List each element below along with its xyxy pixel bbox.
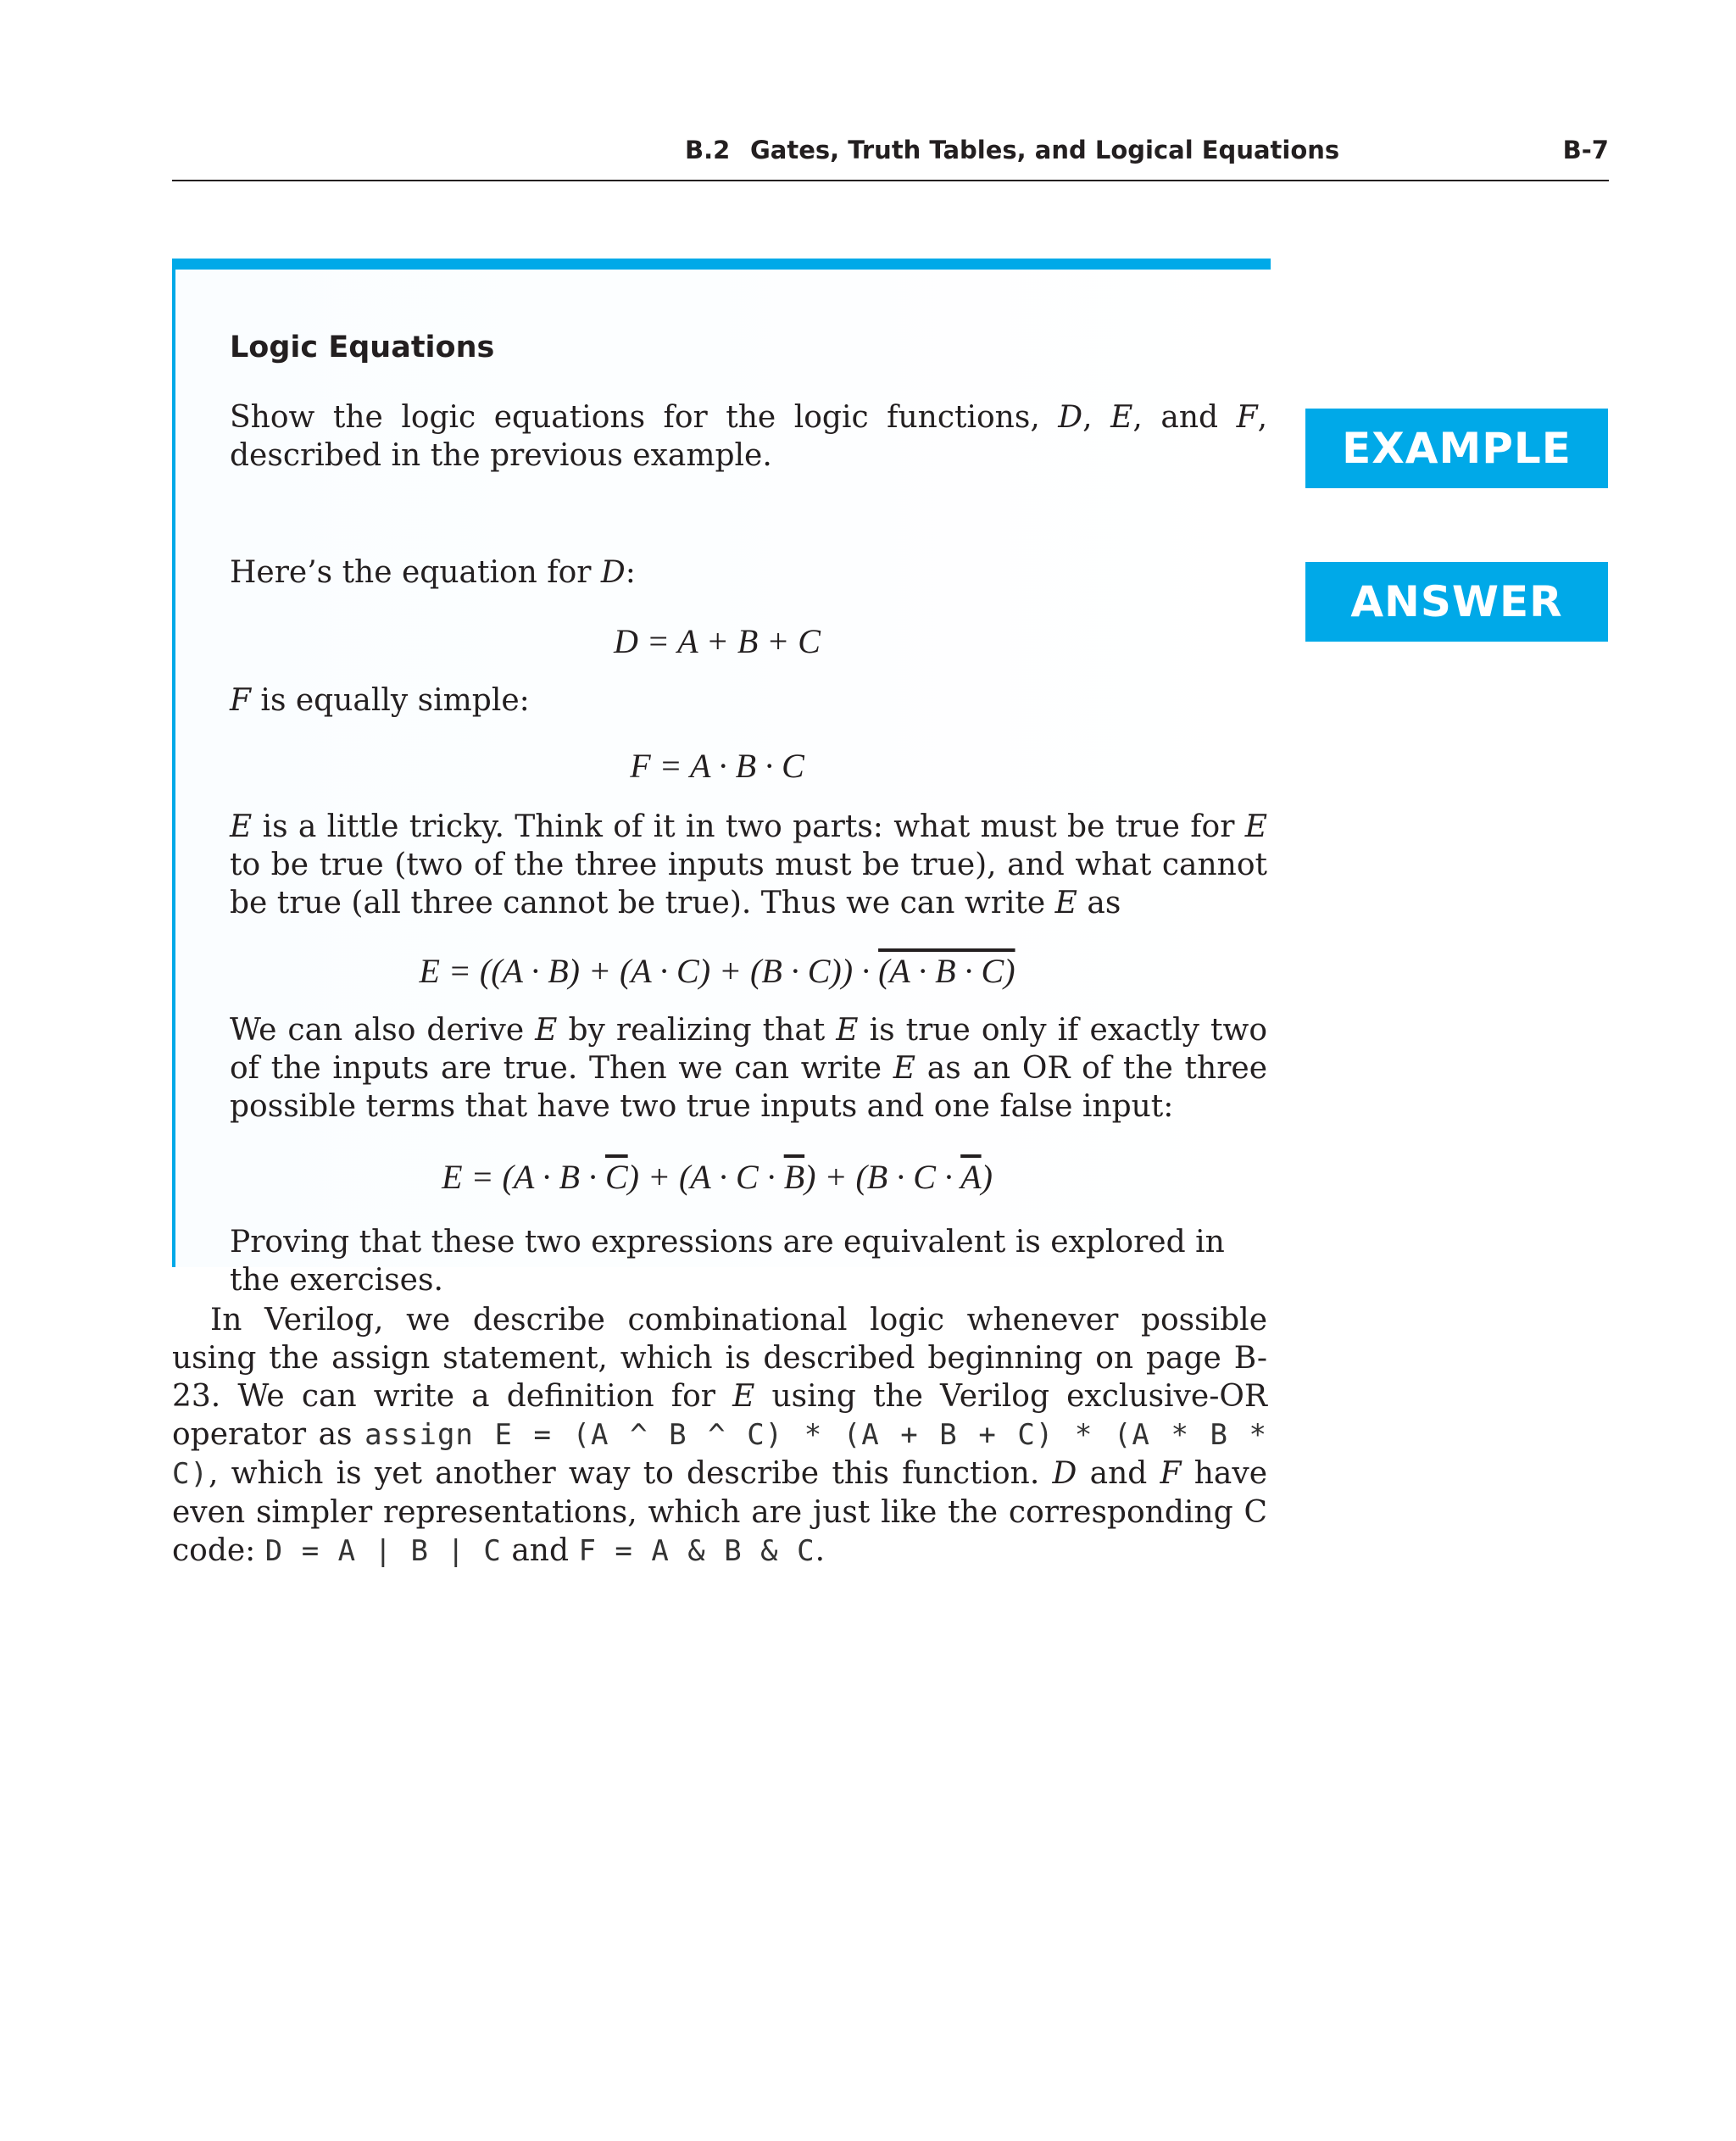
answer-e-intro: E is a little tricky. Think of it in two parts: what must be true for E to be true (two of the three inputs must be true), and what cannot be true (all three cannot be true). Thus we can write E as	[230, 809, 1267, 920]
equation-e-second: $E = (A \cdot B \cdot \overline{C}) + (A \cdot C \cdot \overline{B}) + (B \cdot C \cdot \overline{A})$	[442, 1158, 993, 1196]
page-number: B-7	[1562, 136, 1609, 164]
section-number: B.2	[685, 136, 731, 164]
example-label: EXAMPLE	[1305, 409, 1608, 488]
section-title: Gates, Truth Tables, and Logical Equations	[750, 136, 1340, 164]
negated-term: (A · B · C)	[878, 952, 1015, 990]
example-question: Show the logic equations for the logic functions, D, E, and F, described in the previous example.	[230, 400, 1268, 473]
equation-d: D = A + B + C	[614, 622, 821, 660]
running-header	[172, 127, 1609, 181]
answer-f-intro: F is equally simple:	[230, 683, 530, 718]
body-paragraph: In Verilog, we describe combinational logic whenever possible using the assign statement, which is described beginning on page B-23. We can write a definition for E using the Verilog exclusive-OR operator as assign E = (A ^ B ^ C) * (A + B + C) * (A * B * C), which is yet another way to describe this function. D and F have even simpler representations, which are just like the corresponding C code: D = A | B | C and F = A & B & C.	[172, 1303, 1267, 1568]
answer-label: ANSWER	[1305, 562, 1608, 642]
example-heading: Logic Equations	[230, 331, 495, 364]
answer-closing: Proving that these two expressions are equivalent is explored in the exercises.	[230, 1225, 1225, 1298]
verilog-code-f: F = A & B & C	[578, 1534, 815, 1568]
answer-e-alternative: We can also derive E by realizing that E is true only if exactly two of the inputs are true. Then we can write E as an OR of the three possible terms that have two true inputs and one false input:	[230, 1013, 1268, 1124]
answer-d-intro: Here’s the equation for D:	[230, 555, 636, 590]
equation-e-first: E = ((A · B) + (A · C) + (B · C)) · (A · B · C)	[419, 952, 1015, 990]
verilog-code-d: D = A | B | C	[264, 1534, 502, 1568]
verilog-code-e: assign E = (A ^ B ^ C) * (A + B + C) * (A * B * C)	[172, 1418, 1267, 1491]
equation-f: F = A · B · C	[630, 747, 804, 785]
